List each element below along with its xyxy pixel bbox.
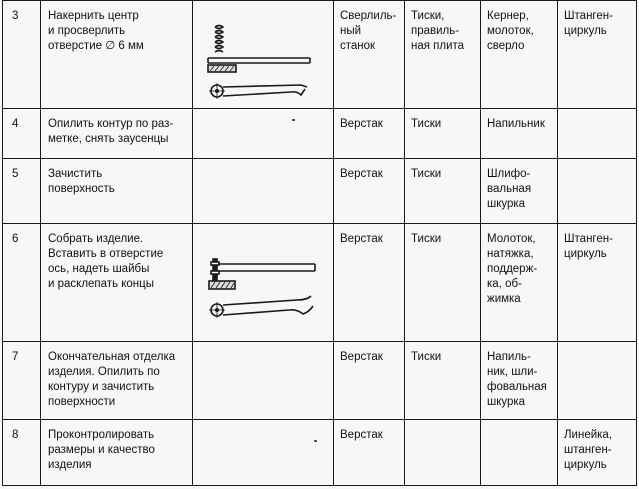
fixture-text: Тиски xyxy=(411,118,442,130)
tools-cell xyxy=(481,109,558,159)
operation-cell xyxy=(41,109,193,159)
measuring-cell xyxy=(558,224,637,342)
table-row xyxy=(3,342,637,420)
assembly-side-view xyxy=(209,259,315,289)
tools-text xyxy=(481,420,557,428)
measuring-cell xyxy=(558,159,637,224)
measuring-cell xyxy=(558,109,637,159)
equipment-text: Верстак xyxy=(340,351,383,363)
table-row xyxy=(3,224,637,342)
measuring-cell xyxy=(558,342,637,420)
equipment-text: Сверлиль- ный станок xyxy=(340,10,397,52)
operation-text: Собрать изделие. Вставить в отверстие ось, надеть шайбы и расклепать концы xyxy=(48,233,164,290)
operation-text: Окончательная отделка изделия. Опилить по контуру и зачистить поверхности xyxy=(48,351,176,408)
step-number-cell xyxy=(3,159,41,224)
operation-text: Опилить контур по раз- метке, снять заусенцы xyxy=(48,118,174,145)
step-number: 6 xyxy=(12,233,19,245)
equipment-cell xyxy=(334,342,405,420)
tools-cell xyxy=(481,342,558,420)
table-row xyxy=(3,109,637,159)
fixture-text: Тиски xyxy=(411,168,442,180)
table-row xyxy=(3,159,637,224)
equipment-text: Верстак xyxy=(340,429,383,441)
step-number-cell xyxy=(3,224,41,342)
step-number-cell xyxy=(3,420,41,486)
sketch-cell xyxy=(193,420,334,486)
tools-cell xyxy=(481,420,558,486)
fixture-cell xyxy=(405,342,481,420)
plate-side-view xyxy=(208,58,310,72)
fixture-text: Тиски xyxy=(411,233,442,245)
operation-text: Проконтролировать размеры и качество изделия xyxy=(48,429,155,471)
tools-cell xyxy=(481,1,558,109)
equipment-text: Верстак xyxy=(340,233,383,245)
measuring-text: Штанген- циркуль xyxy=(564,233,613,260)
measuring-cell xyxy=(558,1,637,109)
operation-cell xyxy=(41,1,193,109)
scan-speck xyxy=(292,119,295,121)
operation-cell xyxy=(41,420,193,486)
equipment-text: Верстак xyxy=(340,168,383,180)
drill-bit-icon xyxy=(215,26,223,53)
fixture-cell xyxy=(405,224,481,342)
equipment-cell xyxy=(334,109,405,159)
step-number: 8 xyxy=(12,429,19,441)
step-number: 7 xyxy=(12,351,19,363)
sketch-cell xyxy=(193,342,334,420)
tools-cell xyxy=(481,159,558,224)
scan-speck xyxy=(314,440,317,442)
fixture-text xyxy=(405,420,480,428)
step-number-cell xyxy=(3,109,41,159)
measuring-text: Штанген- циркуль xyxy=(564,10,613,37)
step-number-cell xyxy=(3,1,41,109)
tools-text: Молоток, натяжка, поддерж- ка, об- жимка xyxy=(487,233,538,305)
assembly-sketch xyxy=(193,224,334,342)
step-number-cell xyxy=(3,342,41,420)
sketch-cell xyxy=(193,1,334,109)
fixture-text: Тиски xyxy=(411,351,442,363)
measuring-text xyxy=(558,342,636,350)
measuring-text xyxy=(558,109,636,117)
measuring-text xyxy=(558,159,636,167)
fixture-cell xyxy=(405,109,481,159)
table-row xyxy=(3,1,637,109)
step-number: 3 xyxy=(12,10,19,22)
operation-text: Зачистить поверхность xyxy=(48,168,115,195)
assembly-top-view xyxy=(209,296,313,318)
sketch-cell xyxy=(193,224,334,342)
tools-text: Шлифо- вальная шкурка xyxy=(487,168,532,210)
equipment-text: Верстак xyxy=(340,118,383,130)
operation-cell xyxy=(41,342,193,420)
operations-table xyxy=(2,0,637,486)
operation-text: Накернить центр и просверлить отверстие ∅ 6 мм xyxy=(48,10,144,52)
tools-cell xyxy=(481,224,558,342)
equipment-cell xyxy=(334,1,405,109)
tools-text: Кернер, молоток, сверло xyxy=(487,10,534,52)
step-number: 5 xyxy=(12,168,19,180)
lever-part-view xyxy=(209,83,307,99)
fixture-cell xyxy=(405,1,481,109)
fixture-cell xyxy=(405,159,481,224)
operation-cell xyxy=(41,224,193,342)
tools-text: Напильник xyxy=(487,118,545,130)
equipment-cell xyxy=(334,420,405,486)
equipment-cell xyxy=(334,159,405,224)
measuring-text: Линейка, штанген- циркуль xyxy=(564,429,613,471)
equipment-cell xyxy=(334,224,405,342)
tools-text: Напиль- ник, шли- фовальная шкурка xyxy=(487,351,547,408)
drilling-sketch xyxy=(193,1,334,109)
sketch-cell xyxy=(193,159,334,224)
fixture-cell xyxy=(405,420,481,486)
measuring-cell xyxy=(558,420,637,486)
sketch-cell xyxy=(193,109,334,159)
fixture-text: Тиски, правиль- ная плита xyxy=(411,10,465,52)
operation-cell xyxy=(41,159,193,224)
table-row xyxy=(3,420,637,486)
step-number: 4 xyxy=(12,118,19,130)
